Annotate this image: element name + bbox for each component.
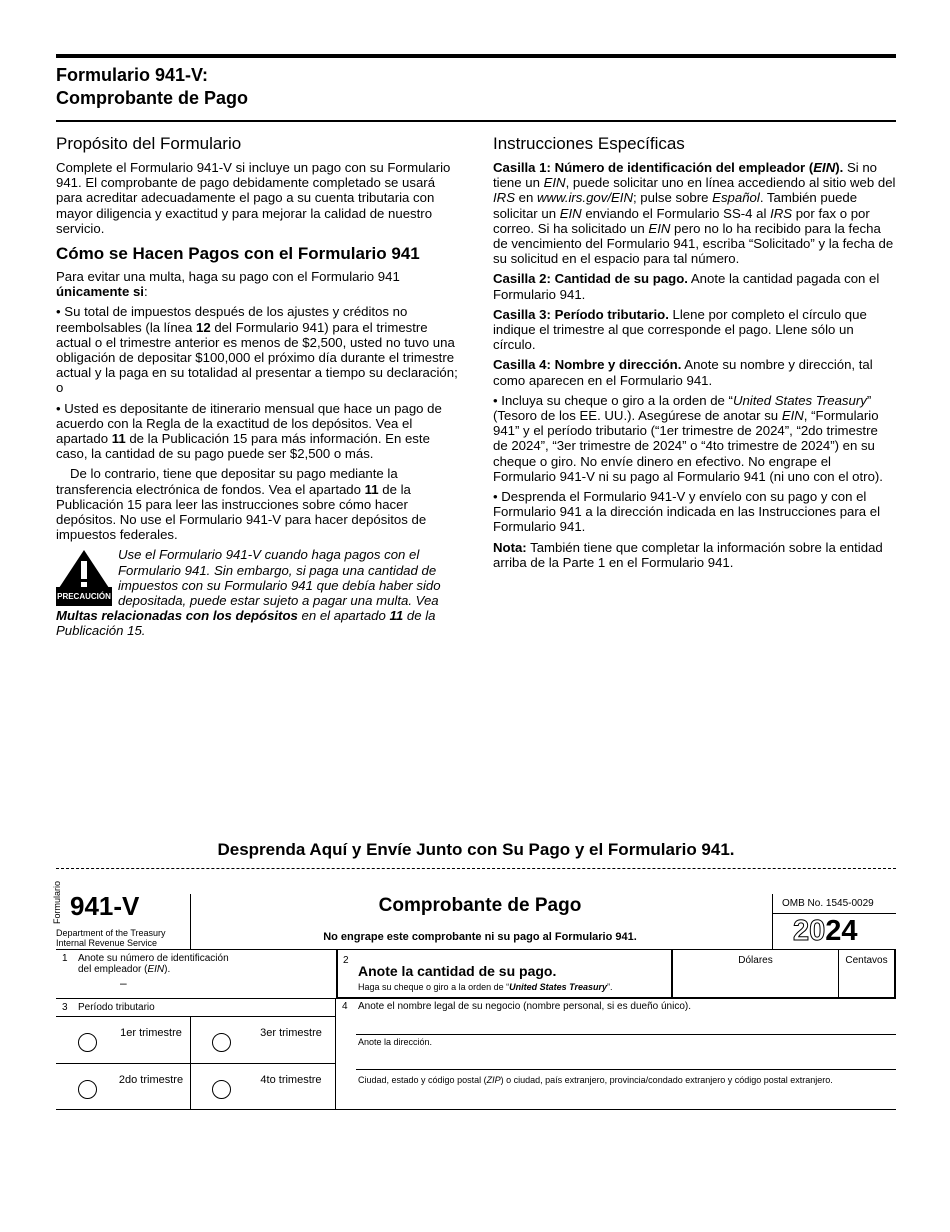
department-label: Department of the Treasury Internal Revenue Service [56,928,166,948]
voucher-subtitle: No engrape este comprobante ni su pago al Formulario 941. [323,931,637,943]
box3-text: Casilla 3: Período tributario. Llene por completo el círculo que indique el trimestre al que corresponde el pago. Llene sólo un círculo. [493,306,867,353]
bullet-2: • Usted es depositante de itinerario mensual que hace un pago de acuerdo con la Regla de la exactitud de los depósitos. Vea el apartado 11 de la Publicación 15 para más información. En este caso, la cantidad de su pago puede ser $2,500 o más. [56,400,442,462]
caution-icon [56,549,112,606]
amount-title: Anote la cantidad de su pago. [358,963,557,979]
top-rule [56,54,896,58]
quarter-2-radio[interactable] [78,1080,97,1099]
field1-rule [56,998,336,999]
address-rule [356,1069,896,1070]
city-label: Ciudad, estado y código postal (ZIP) o ciudad, país extranjero, provincia/condado extranjero y código postal extranjero. [358,1075,833,1085]
address-input[interactable] [356,1048,896,1068]
business-name-input[interactable] [356,1013,896,1033]
box4-text: Casilla 4: Nombre y dirección. Anote su nombre y dirección, tal como aparecen en el Formulario 941. [493,357,873,388]
omb-number: OMB No. 1545-0029 [782,898,874,909]
purpose-text: Complete el Formulario 941-V si incluye un pago con su Formulario 941. El comprobante de pago debidamente completado se usará para acreditar adecuadamente el pago a su cuenta tributaria con mayor diligencia y exactitud y para mejorar la calidad de nuestro servicio. [56,160,451,236]
field-4-number: 4 [342,1001,348,1012]
left-column [56,134,459,639]
how-intro: Para evitar una multa, haga su pago con el Formulario 941 únicamente si: [56,269,400,300]
city-input[interactable] [356,1086,896,1108]
detach-line [56,868,896,869]
quarter-3-label: 3er trimestre [260,1027,322,1039]
period-rule [56,1016,336,1017]
ein-dash[interactable]: – [120,976,127,990]
field-3-number: 3 [62,1002,68,1013]
caution-note [56,547,459,638]
bottom-rule [56,1109,896,1110]
quarter-h-divider [56,1063,336,1064]
instructions-heading: Instrucciones Específicas [493,134,685,153]
centavos-label: Centavos [845,955,888,966]
bullet-check: • Incluya su cheque o giro a la orden de “United States Treasury” (Tesoro de los EE. UU.). Asegúrese de anotar su EIN, “Formulario 941” y el período tributario (“1er trimestre de 2024”, “2do trimestre de 2024”, “3er trimestre de 2024” o “4to trimestre de 2024”) en su cheque o giro. No envíe dinero en efectivo. No engrape el Formulario 941-V ni su pago al Formulario 941 (ni uno con el otro). [493,392,883,484]
quarter-4-radio[interactable] [212,1080,231,1099]
tax-year: 2024 [793,915,858,947]
name-rule [356,1034,896,1035]
detach-instruction: Desprenda Aquí y Envíe Junto con Su Pago y el Formulario 941. [217,840,735,859]
quarter-1-label: 1er trimestre [120,1027,182,1039]
period-label: Período tributario [78,1002,155,1013]
formulario-side-label: Formulario [52,880,62,924]
dolares-label: Dólares [738,955,773,966]
quarter-1-radio[interactable] [78,1033,97,1052]
field-1-number: 1 [62,953,68,964]
form-number: 941-V [70,891,140,921]
purpose-heading: Propósito del Formulario [56,134,242,153]
caution-label: PRECAUCIÓN [57,592,111,602]
box2-text: Casilla 2: Cantidad de su pago. Anote la cantidad pagada con el Formulario 941. [493,271,880,302]
amount-subtitle: Haga su cheque o giro a la orden de “United States Treasury”. [358,982,613,992]
ein-label: Anote su número de identificación del empleador (EIN). [78,953,229,975]
caution-text: Use el Formulario 941-V cuando haga pagos con el Formulario 941. Sin embargo, si paga una cantidad de impuestos con su Formulario 941 que debía haber sido depositada, puede estar sujeto a pagar una multa. Vea Multas relacionadas con los depósitos en el apartado 11 de la Publicación 15. [56,547,441,639]
right-column [493,134,896,575]
title-rule [56,120,896,122]
cents-input[interactable] [840,968,894,996]
note-text: Nota: También tiene que completar la información sobre la entidad arriba de la Parte 1 en el Formulario 941. [493,539,883,570]
business-name-label: Anote el nombre legal de su negocio (nombre personal, si es dueño único). [358,1001,691,1012]
bullet-detach: • Desprenda el Formulario 941-V y envíelo con su pago y con el Formulario 941 a la dirección indicada en las Instrucciones para el Formulario 941. [493,489,881,535]
quarter-4-label: 4to trimestre [260,1074,322,1086]
box1-text: Casilla 1: Número de identificación del empleador (EIN). Si no tiene un EIN, puede solicitar uno en línea accediendo al sitio web del IRS en www.irs.gov/EIN; pulse sobre Español. También puede solicitar un EIN enviando el Formulario SS-4 al IRS por fax o por correo. Si ha solicitado un EIN pero no lo ha recibido para la fecha de vencimiento del Formulario 941, escriba “Solicitado” y la fecha de su solicitud en el espacio para tal número. [493,160,896,267]
dollars-input[interactable] [673,968,838,996]
field-2-number: 2 [343,955,349,966]
page-title: Formulario 941-V: Comprobante de Pago [56,65,249,108]
otherwise-text: De lo contrario, tiene que depositar su pago mediante la transferencia electrónica de fondos. Vea el apartado 11 de la Publicación 15 para leer las instrucciones sobre cómo hacer depósitos. No use el Formulario 941-V para hacer depósitos de impuestos federales. [56,466,427,543]
field4-divider [335,999,336,1110]
how-heading: Cómo se Hacen Pagos con el Formulario 941 [56,244,420,264]
address-label: Anote la dirección. [358,1037,433,1047]
voucher-title: Comprobante de Pago [378,895,582,916]
bullet-1: • Su total de impuestos después de los ajustes y créditos no reembolsables (la línea 12 del Formulario 941) para el trimestre actual o el trimestre anterior es menos de $2,500, usted no tuvo una obligación de depositar $100,000 el próximo día durante el trimestre actual y la paga en su totalidad al presentar a tiempo su declaración; o [56,304,458,396]
quarter-3-radio[interactable] [212,1033,231,1052]
quarter-2-label: 2do trimestre [118,1074,184,1086]
v-divider-2 [772,894,773,949]
